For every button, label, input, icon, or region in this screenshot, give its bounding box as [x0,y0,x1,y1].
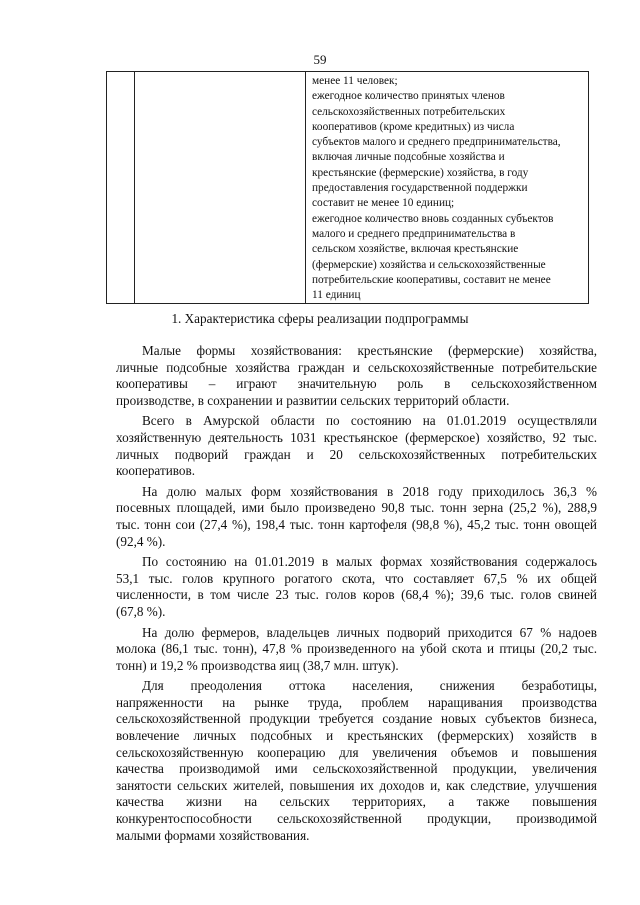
paragraph-line: По состоянию на 01.01.2019 в малых формах хозяйствования содержалось [142,554,597,570]
section-title: 1. Характеристика сферы реализации подпрограммы [171,311,469,326]
paragraph-line: производстве, в сохранении и развитии сельских территорий области. [116,392,510,408]
table-text-line: ежегодное количество вновь созданных субъектов [312,212,554,225]
indicators-text [306,72,588,303]
paragraph-line: На долю малых форм хозяйствования в 2018 году приходилось 36,3 % [142,483,597,499]
table-text-line: потребительские кооперативы, составит не менее [312,273,551,286]
table-text-line: предоставления государственной поддержки [312,182,528,195]
paragraph-line: тонн) и 19,2 % производства яиц (38,7 млн. штук). [116,657,399,673]
table-text-line: ежегодное количество принятых членов [312,90,505,103]
continued-table [106,71,589,304]
paragraph-line: тыс. тонн сои (27,4 %), 198,4 тыс. тонн картофеля (98,8 %), 45,2 тыс. тонн овощей [116,516,597,532]
paragraph-line: конкурентоспособности сельскохозяйственной продукции, производимой [116,811,597,827]
table-text-line: менее 11 человек; [312,75,398,87]
table-text-line: субъектов малого и среднего предпринимательства, [312,136,561,149]
table-text-line: 11 единиц [312,289,361,302]
paragraph-line: личных подворий граждан и 20 сельскохозяйственных потребительских [116,446,597,462]
paragraph-line: личные подсобные хозяйства граждан и сельскохозяйственные потребительские [116,359,597,375]
page-number: 59 [313,52,327,67]
table-text-line: сельскохозяйственных потребительских [312,105,506,118]
table-text-line: кооперативов (кроме кредитных) из числа [312,120,515,133]
paragraph-line: качества производимой ими сельскохозяйственной продукции, увеличения [116,761,597,777]
paragraph [116,678,597,844]
paragraph-line: сельскохозяйственную кооперацию для увеличения объемов и повышения [116,744,597,760]
body-text [116,343,597,848]
table-text-line: включая личные подсобные хозяйства и [312,151,505,164]
paragraph-line: 53,1 тыс. голов крупного рогатого скота, что составляет 67,5 % их общей [116,570,597,586]
table-text-line: малого и среднего предпринимательства в [312,227,516,240]
paragraph-line: кооперативов. [116,463,196,479]
table-row [107,72,589,304]
paragraph-line: сельскохозяйственной продукции требуется создание новых субъектов бизнеса, [116,711,597,727]
paragraph-line: посевных площадей, ими было произведено 90,8 тыс. тонн зерна (25,2 %), 288,9 [116,500,597,516]
paragraph [116,484,597,550]
paragraph-line: численности, в том числе 23 тыс. голов коров (68,4 %); 39,6 тыс. голов свиней [116,587,597,603]
table-cell-indicators [306,72,589,304]
paragraph-line: (92,4 %). [116,533,166,549]
paragraph-line: Малые формы хозяйствования: крестьянские (фермерские) хозяйства, [142,343,597,358]
paragraph-line: На долю фермеров, владельцев личных подворий приходится 67 % надоев [142,624,597,640]
paragraph-line: молока (86,1 тыс. тонн), 47,8 % произведенного на убой скота и птицы (20,2 тыс. [116,641,597,657]
table-text-line: сельском хозяйстве, включая крестьянские [312,243,519,256]
paragraph-line: вовлечение личных подсобных и крестьянских (фермерских) хозяйств в [116,728,597,744]
table-cell-label [135,72,306,304]
paragraph [116,554,597,620]
paragraph-line: напряженности на рынке труда, проблем наращивания производства [116,694,597,710]
paragraph-line: качества жизни на сельских территориях, а также повышения [116,794,597,810]
paragraph [116,413,597,479]
paragraph-line: хозяйственную деятельность 1031 крестьянское (фермерское) хозяйство, 92 тыс. [116,429,597,445]
paragraph-line: Для преодоления оттока населения, снижения безработицы, [142,678,597,694]
paragraph-line: (67,8 %). [116,603,166,619]
table-text-line: (фермерские) хозяйства и сельскохозяйственные [312,258,546,271]
table-text-line: крестьянские (фермерские) хозяйства, в году [312,166,529,179]
paragraph-line: малыми формами хозяйствования. [116,827,310,843]
paragraph [116,343,597,409]
paragraph-line: кооперативы – играют значительную роль в сельскохозяйственном [116,376,597,392]
table-cell-number [107,72,135,304]
table-text-line: составит не менее 10 единиц; [312,197,455,210]
paragraph [116,625,597,675]
paragraph-line: занятости сельских жителей, повышения их доходов и, как следствие, улучшения [116,777,597,793]
paragraph-line: Всего в Амурской области по состоянию на 01.01.2019 осуществляли [142,413,597,429]
